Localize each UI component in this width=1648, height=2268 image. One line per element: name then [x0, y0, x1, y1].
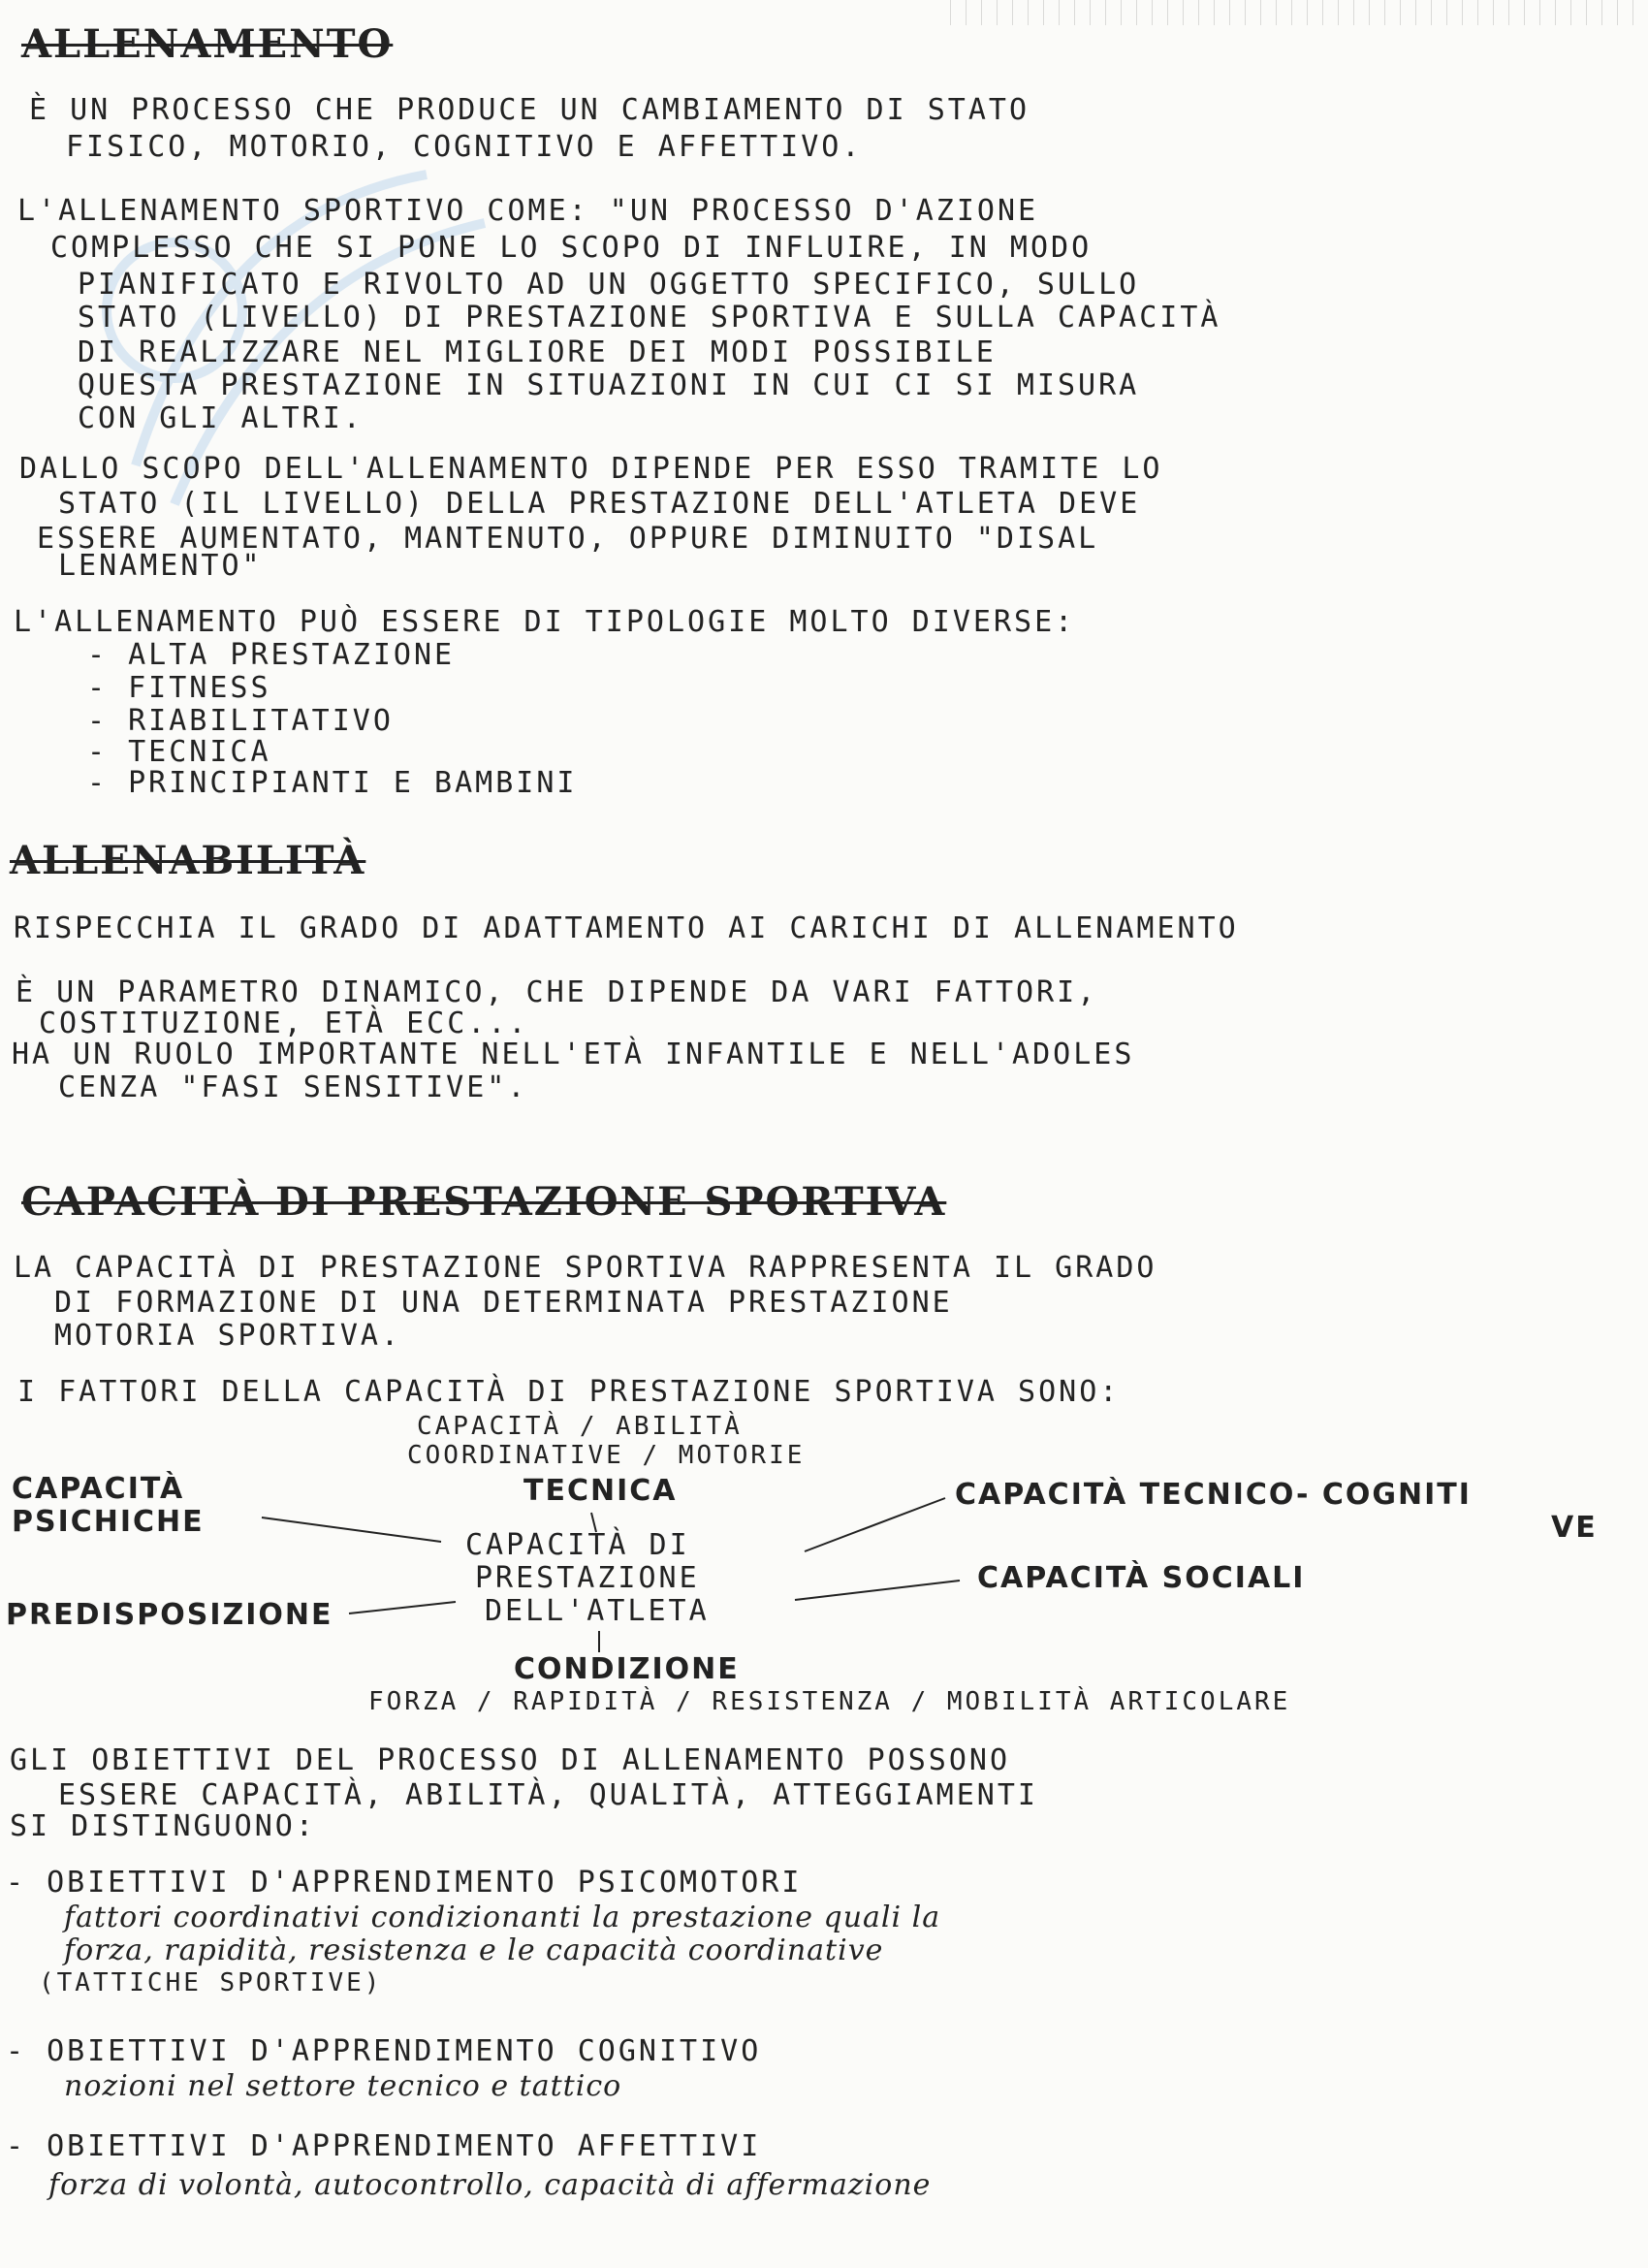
- objective-body: fattori coordinativi condizionanti la prestazione quali la: [64, 1901, 941, 1934]
- text-line: SI DISTINGUONO:: [10, 1809, 316, 1843]
- text-line: COMPLESSO CHE SI PONE LO SCOPO DI INFLUIRE, IN MODO: [50, 231, 1093, 265]
- objective-body: forza, rapidità, resistenza e le capacità coordinative: [64, 1933, 884, 1967]
- text-line: I FATTORI DELLA CAPACITÀ DI PRESTAZIONE SPORTIVA SONO:: [17, 1375, 1121, 1409]
- objective-body: forza di volontà, autocontrollo, capacità di affermazione: [48, 2168, 932, 2202]
- text-line: STATO (LIVELLO) DI PRESTAZIONE SPORTIVA E SULLA CAPACITÀ: [78, 301, 1221, 335]
- text-line: COSTITUZIONE, ETÀ ECC...: [39, 1006, 529, 1040]
- diagram-node-condizione-sub: FORZA / RAPIDITÀ / RESISTENZA / MOBILITÀ ARTICOLARE: [368, 1687, 1291, 1716]
- objective-body: nozioni nel settore tecnico e tattico: [64, 2069, 622, 2103]
- diagram-node-tecnico-cognitive: CAPACITÀ TECNICO- COGNITI: [955, 1478, 1472, 1512]
- objective-head: - OBIETTIVI D'APPRENDIMENTO PSICOMOTORI: [6, 1866, 803, 1900]
- diagram-node-predisposizione: PREDISPOSIZIONE: [6, 1598, 333, 1632]
- diagram-note-top: CAPACITÀ / ABILITÀ: [417, 1412, 743, 1441]
- objective-body: (TATTICHE SPORTIVE): [39, 1968, 383, 1997]
- diagram-node-sociali: CAPACITÀ SOCIALI: [977, 1561, 1306, 1595]
- list-item: - ALTA PRESTAZIONE: [87, 638, 456, 672]
- objective-head: - OBIETTIVI D'APPRENDIMENTO AFFETTIVI: [6, 2129, 762, 2163]
- diagram-center-2: PRESTAZIONE: [475, 1561, 700, 1595]
- arrow-psichiche: [262, 1517, 441, 1542]
- heading-allenabilita: ALLENABILITÀ: [10, 838, 366, 883]
- text-line: STATO (IL LIVELLO) DELLA PRESTAZIONE DELL'ATLETA DEVE: [58, 487, 1141, 521]
- diagram-center-3: DELL'ATLETA: [485, 1594, 710, 1628]
- text-line: DI REALIZZARE NEL MIGLIORE DEI MODI POSSIBILE: [78, 335, 997, 369]
- text-line: QUESTA PRESTAZIONE IN SITUAZIONI IN CUI CI SI MISURA: [78, 368, 1140, 402]
- text-line: DALLO SCOPO DELL'ALLENAMENTO DIPENDE PER ESSO TRAMITE LO: [19, 452, 1163, 486]
- text-line: PIANIFICATO E RIVOLTO AD UN OGGETTO SPECIFICO, SULLO: [78, 268, 1140, 302]
- diagram-center-1: CAPACITÀ DI: [465, 1528, 690, 1562]
- list-item: - RIABILITATIVO: [87, 704, 394, 738]
- text-line: È UN PARAMETRO DINAMICO, CHE DIPENDE DA VARI FATTORI,: [16, 975, 1098, 1009]
- diagram-node-psichiche-2: PSICHICHE: [12, 1505, 205, 1539]
- diagram-note-top-2: COORDINATIVE / MOTORIE: [407, 1441, 806, 1470]
- text-line: È UN PROCESSO CHE PRODUCE UN CAMBIAMENTO DI STATO: [29, 93, 1030, 127]
- text-line: HA UN RUOLO IMPORTANTE NELL'ETÀ INFANTILE E NELL'ADOLES: [12, 1038, 1135, 1071]
- text-line: RISPECCHIA IL GRADO DI ADATTAMENTO AI CARICHI DI ALLENAMENTO: [14, 911, 1239, 945]
- heading-capacita-prestazione: CAPACITÀ DI PRESTAZIONE SPORTIVA: [21, 1179, 947, 1225]
- list-item: - TECNICA: [87, 735, 271, 769]
- diagram-node-tecnica: TECNICA: [523, 1474, 678, 1508]
- text-line: CENZA "FASI SENSITIVE".: [58, 1070, 528, 1104]
- diagram-node-tecnico-cognitive-end: VE: [1551, 1511, 1598, 1545]
- text-line: MOTORIA SPORTIVA.: [54, 1319, 402, 1353]
- text-line: LENAMENTO": [58, 549, 263, 583]
- list-item: - FITNESS: [87, 671, 271, 705]
- arrow-tecnico-cognitive: [805, 1498, 945, 1551]
- text-line: ESSERE CAPACITÀ, ABILITÀ, QUALITÀ, ATTEGGIAMENTI: [58, 1778, 1038, 1812]
- text-line: CON GLI ALTRI.: [78, 401, 364, 435]
- text-line: L'ALLENAMENTO SPORTIVO COME: "UN PROCESSO D'AZIONE: [17, 194, 1039, 228]
- text-line: DI FORMAZIONE DI UNA DETERMINATA PRESTAZIONE: [54, 1286, 953, 1320]
- diagram-node-psichiche: CAPACITÀ: [12, 1472, 185, 1506]
- objective-head: - OBIETTIVI D'APPRENDIMENTO COGNITIVO: [6, 2034, 762, 2068]
- diagram-node-condizione: CONDIZIONE: [514, 1652, 740, 1686]
- arrow-predisposizione: [349, 1602, 456, 1613]
- arrow-tecnica: [591, 1513, 596, 1532]
- text-line: L'ALLENAMENTO PUÒ ESSERE DI TIPOLOGIE MOLTO DIVERSE:: [14, 605, 1076, 639]
- text-line: ESSERE AUMENTATO, MANTENUTO, OPPURE DIMINUITO "DISAL: [37, 522, 1099, 556]
- text-line: GLI OBIETTIVI DEL PROCESSO DI ALLENAMENTO POSSONO: [10, 1743, 1011, 1777]
- text-line: FISICO, MOTORIO, COGNITIVO E AFFETTIVO.: [66, 130, 863, 164]
- arrow-sociali: [795, 1581, 960, 1600]
- heading-allenamento: ALLENAMENTO: [21, 21, 394, 67]
- text-line: LA CAPACITÀ DI PRESTAZIONE SPORTIVA RAPPRESENTA IL GRADO: [14, 1251, 1157, 1285]
- list-item: - PRINCIPIANTI E BAMBINI: [87, 766, 578, 800]
